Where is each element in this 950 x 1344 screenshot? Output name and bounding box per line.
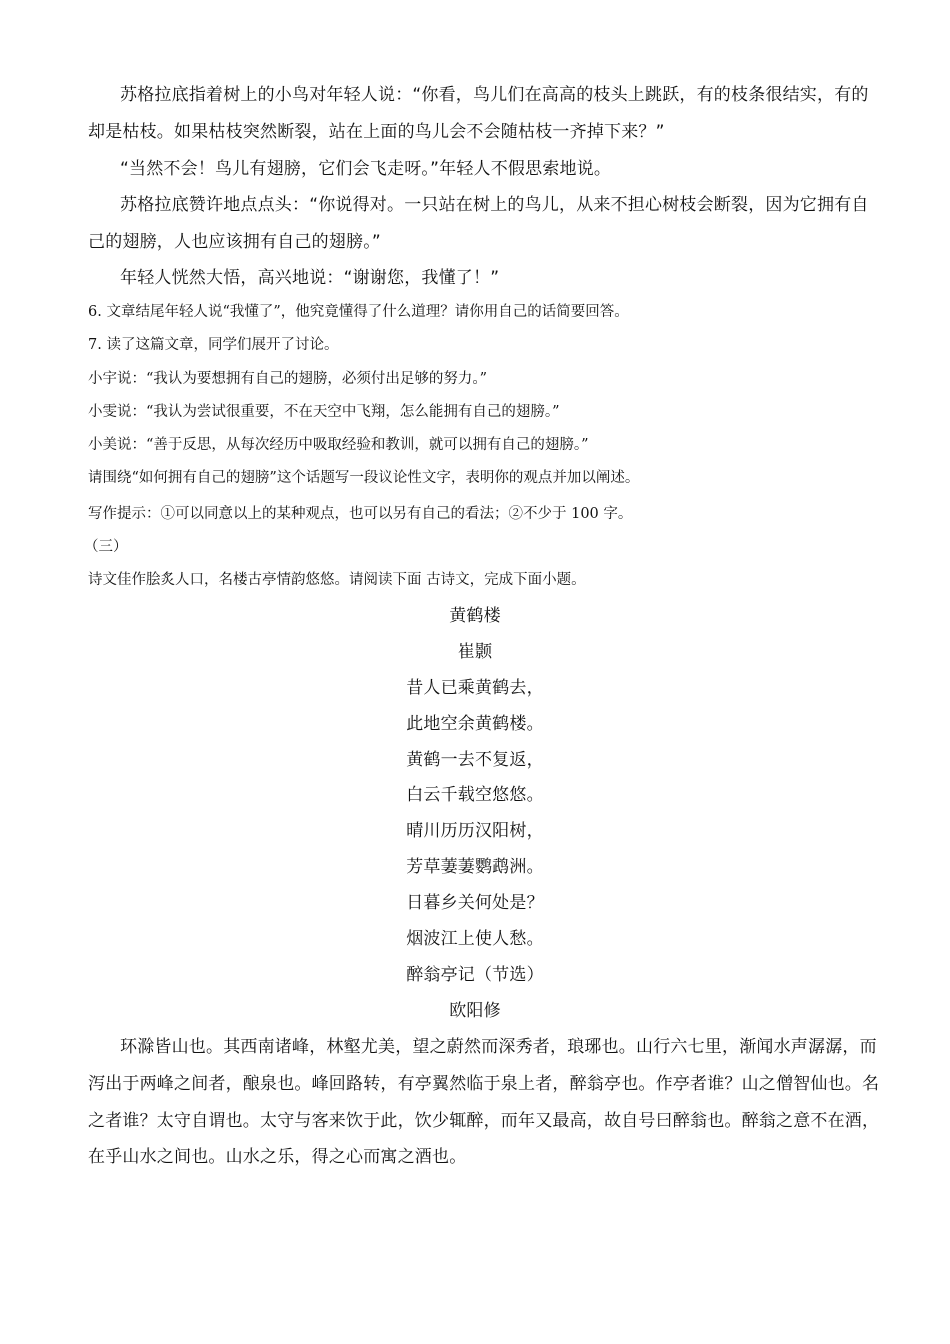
section-3-intro: 诗文佳作脍炙人口，名楼古亭情韵悠悠。请阅读下面 古诗文，完成下面小题。 xyxy=(88,572,586,588)
poem-line: 烟波江上使人愁。 xyxy=(406,929,544,949)
poem-line: 芳草萋萋鹦鹉洲。 xyxy=(406,857,544,877)
story-paragraph-4: 年轻人恍然大悟，高兴地说：“谢谢您，我懂了！” xyxy=(120,268,500,288)
poem-title: 黄鹤楼 xyxy=(449,606,501,626)
opinion-xiaomei: 小美说：“善于反思，从每次经历中吸取经验和教训，就可以拥有自己的翅膀。” xyxy=(88,437,589,453)
poem-line: 昔人已乘黄鹤去， xyxy=(406,678,544,698)
story-paragraph-3-line-2: 己的翅膀，人也应该拥有自己的翅膀。” xyxy=(88,232,381,252)
poem-line: 此地空余黄鹤楼。 xyxy=(406,714,544,734)
story-paragraph-1-line-1: 苏格拉底指着树上的小鸟对年轻人说：“你看，鸟儿们在高高的枝头上跳跃，有的枝条很结实，有的 xyxy=(120,85,869,105)
opinion-xiaowen: 小雯说：“我认为尝试很重要，不在天空中飞翔，怎么能拥有自己的翅膀。” xyxy=(88,404,560,420)
writing-tips: 写作提示：①可以同意以上的某种观点，也可以另有自己的看法；②不少于 100 字。 xyxy=(88,506,633,522)
prose-author: 欧阳修 xyxy=(449,1001,501,1021)
story-paragraph-2: “当然不会！鸟儿有翅膀，它们会飞走呀。”年轻人不假思索地说。 xyxy=(120,159,612,179)
opinion-xiaoyu: 小宇说：“我认为要想拥有自己的翅膀，必须付出足够的努力。” xyxy=(88,371,488,387)
poem-line: 黄鹤一去不复返， xyxy=(406,750,544,770)
poem-line: 晴川历历汉阳树， xyxy=(406,821,544,841)
poem-line: 日暮乡关何处是？ xyxy=(406,893,544,913)
writing-task: 请围绕“如何拥有自己的翅膀”这个话题写一段议论性文字，表明你的观点并加以阐述。 xyxy=(88,470,640,486)
poem-line: 白云千载空悠悠。 xyxy=(406,785,544,805)
prose-title: 醉翁亭记（节选） xyxy=(406,965,544,985)
question-7: 7. 读了这篇文章，同学们展开了讨论。 xyxy=(88,337,339,353)
section-3-heading: （三） xyxy=(84,539,128,555)
prose-line: 在乎山水之间也。山水之乐，得之心而寓之酒也。 xyxy=(88,1147,467,1167)
poem-author: 崔颢 xyxy=(457,642,493,662)
story-paragraph-1-line-2: 却是枯枝。如果枯枝突然断裂，站在上面的鸟儿会不会随枯枝一齐掉下来？” xyxy=(88,122,665,142)
prose-line: 之者谁？太守自谓也。太守与客来饮于此，饮少辄醉，而年又最高，故自号曰醉翁也。醉翁之意不在酒， xyxy=(88,1111,880,1131)
prose-line: 泻出于两峰之间者，酿泉也。峰回路转，有亭翼然临于泉上者，醉翁亭也。作亭者谁？山之僧智仙也。名 xyxy=(88,1074,880,1094)
story-paragraph-3-line-1: 苏格拉底赞许地点点头：“你说得对。一只站在树上的鸟儿，从来不担心树枝会断裂，因为它拥有自 xyxy=(120,195,869,215)
prose-line: 环滁皆山也。其西南诸峰，林壑尤美，望之蔚然而深秀者，琅琊也。山行六七里，渐闻水声潺潺，而 xyxy=(120,1037,877,1057)
question-6: 6. 文章结尾年轻人说“我懂了”，他究竟懂得了什么道理？请你用自己的话简要回答。 xyxy=(88,304,629,320)
